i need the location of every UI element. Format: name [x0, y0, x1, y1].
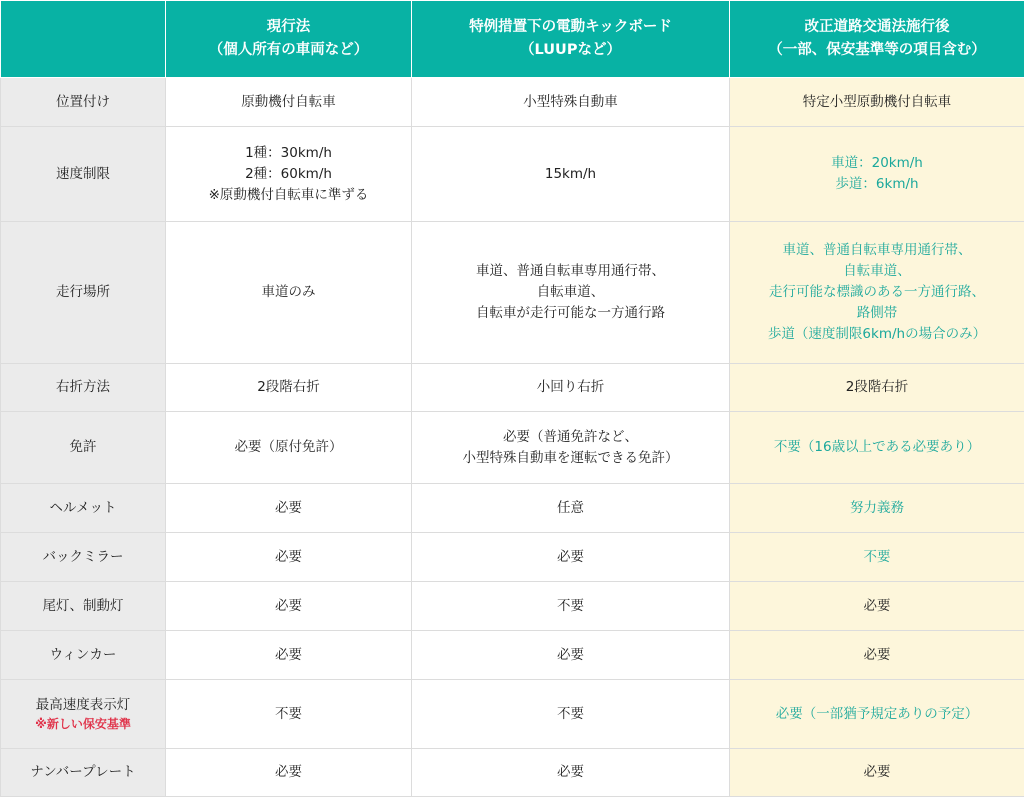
header-title: 改正道路交通法施行後 [804, 19, 950, 35]
header-row [1, 1, 1024, 78]
current-law-cell [166, 749, 412, 797]
table-row [1, 364, 1024, 412]
special-measures-cell [412, 222, 730, 364]
cell-text-line: 車道のみ [261, 284, 316, 300]
revised-law-cell [730, 533, 1024, 582]
header-corner-cell [1, 1, 166, 78]
table-row [1, 533, 1024, 582]
revised-law-cell [730, 582, 1024, 631]
current-law-cell [166, 631, 412, 680]
header-subtitle: （一部、保安基準等の項目含む） [768, 42, 986, 58]
cell-text-line: 走行可能な標識のある一方通行路、 [769, 284, 985, 300]
cell-text-line: ※原動機付自転車に準ずる [208, 186, 369, 203]
row-label: バックミラー [42, 548, 124, 565]
cell-text-line: 原動機付自転車 [241, 93, 336, 110]
current-law-cell [166, 127, 412, 222]
row-label-cell [1, 631, 166, 680]
special-measures-cell [412, 680, 730, 749]
header-title: 現行法 [266, 19, 311, 35]
cell-text-line: 小型特殊自動車を運転できる免許） [462, 449, 679, 466]
cell-text-line: 小型特殊自動車 [523, 93, 618, 110]
special-measures-cell [412, 78, 730, 127]
table-row [1, 631, 1024, 680]
cell-text-line: 車道：20km/h [831, 155, 923, 171]
cell-text-line: 任意 [557, 499, 584, 516]
cell-text-line: 路側帯 [856, 305, 898, 321]
cell-text-line: 必要 [863, 597, 891, 614]
revised-law-cell [730, 222, 1024, 364]
table-row [1, 127, 1024, 222]
row-label-cell [1, 412, 166, 484]
cell-text-line: 必要 [863, 764, 891, 780]
row-label-note: ※新しい保安基準 [35, 717, 131, 731]
special-measures-cell [412, 484, 730, 533]
cell-text-line: 必要 [557, 548, 584, 565]
table-body [1, 78, 1024, 797]
cell-text-line: 必要 [275, 548, 302, 565]
row-label-cell [1, 680, 166, 749]
row-label: 免許 [69, 439, 97, 455]
special-measures-cell [412, 364, 730, 412]
cell-text-line: 必要 [275, 764, 302, 780]
table-row [1, 680, 1024, 749]
cell-text-line: 不要 [557, 705, 584, 722]
row-label: ヘルメット [49, 499, 117, 516]
special-measures-cell [412, 533, 730, 582]
revised-law-cell [730, 484, 1024, 533]
cell-text-line: 必要 [275, 499, 302, 516]
revised-law-cell [730, 680, 1024, 749]
cell-text-line: 自転車が走行可能な一方通行路 [476, 305, 665, 321]
row-label: 尾灯、制動灯 [42, 597, 124, 614]
cell-text-line: 自転車道、 [536, 284, 605, 300]
cell-text-line: 2種：60km/h [245, 165, 332, 182]
special-measures-cell [412, 749, 730, 797]
revised-law-cell [730, 78, 1024, 127]
special-measures-cell [412, 127, 730, 222]
cell-text-line: 必要 [275, 597, 302, 614]
revised-law-cell [730, 127, 1024, 222]
cell-text-line: 自転車道、 [843, 263, 911, 279]
cell-text-line: 不要 [557, 597, 584, 614]
table-header [1, 1, 1024, 78]
table-row [1, 484, 1024, 533]
header-special-measures [412, 1, 730, 78]
table-row [1, 412, 1024, 484]
special-measures-cell [412, 582, 730, 631]
revised-law-cell [730, 412, 1024, 484]
row-label-cell [1, 78, 166, 127]
row-label: ナンバープレート [30, 764, 136, 780]
cell-text-line: 小回り右折 [536, 379, 605, 395]
table-row [1, 222, 1024, 364]
row-label-cell [1, 582, 166, 631]
cell-text-line: 必要（原付免許） [234, 439, 343, 455]
cell-text-line: 必要（一部猶予規定ありの予定） [775, 705, 979, 722]
row-label-cell [1, 749, 166, 797]
row-label-cell [1, 364, 166, 412]
current-law-cell [166, 412, 412, 484]
table-row [1, 749, 1024, 797]
cell-text-line: 必要 [863, 646, 891, 663]
cell-text-line: 車道、普通自転車専用通行帯、 [476, 263, 665, 279]
cell-text-line: 1種：30km/h [245, 144, 332, 161]
row-label-cell [1, 127, 166, 222]
revised-law-cell [730, 364, 1024, 412]
row-label: 最高速度表示灯 [35, 697, 131, 713]
cell-text-line: 必要 [557, 764, 584, 780]
current-law-cell [166, 364, 412, 412]
row-label-cell [1, 222, 166, 364]
cell-text-line: 努力義務 [850, 499, 904, 516]
cell-text-line: 必要 [275, 646, 302, 663]
cell-text-line: 歩道（速度制限6km/hの場合のみ） [767, 326, 987, 342]
current-law-cell [166, 78, 412, 127]
cell-text-line: 2段階右折 [257, 379, 320, 395]
cell-text-line: 必要（普通免許など、 [503, 428, 638, 445]
cell-text-line: 特定小型原動機付自転車 [802, 93, 952, 110]
header-subtitle: （個人所有の車両など） [208, 42, 369, 58]
cell-text-line: 不要（16歳以上である必要あり） [773, 439, 981, 455]
table-row [1, 582, 1024, 631]
header-revised-law [730, 1, 1024, 78]
current-law-cell [166, 582, 412, 631]
current-law-cell [166, 533, 412, 582]
header-current-law [166, 1, 412, 78]
cell-text-line: 不要 [863, 548, 891, 565]
special-measures-cell [412, 631, 730, 680]
row-label: 位置付け [56, 93, 110, 110]
special-measures-cell [412, 412, 730, 484]
row-label: ウィンカー [49, 646, 117, 663]
row-label-cell [1, 484, 166, 533]
cell-text-line: 15km/h [544, 165, 597, 182]
row-label-cell [1, 533, 166, 582]
cell-text-line: 歩道：6km/h [835, 176, 919, 192]
revised-law-cell [730, 631, 1024, 680]
table-row [1, 78, 1024, 127]
cell-text-line: 車道、普通自転車専用通行帯、 [782, 242, 972, 258]
row-label: 右折方法 [56, 379, 110, 395]
current-law-cell [166, 484, 412, 533]
cell-text-line: 必要 [557, 646, 584, 663]
current-law-cell [166, 222, 412, 364]
row-label: 走行場所 [56, 284, 110, 300]
cell-text-line: 2段階右折 [845, 379, 909, 395]
header-subtitle: （LUUPなど） [520, 42, 621, 58]
current-law-cell [166, 680, 412, 749]
cell-text-line: 不要 [275, 705, 302, 722]
header-title: 特例措置下の電動キックボード [469, 19, 672, 35]
revised-law-cell [730, 749, 1024, 797]
row-label: 速度制限 [56, 165, 110, 182]
